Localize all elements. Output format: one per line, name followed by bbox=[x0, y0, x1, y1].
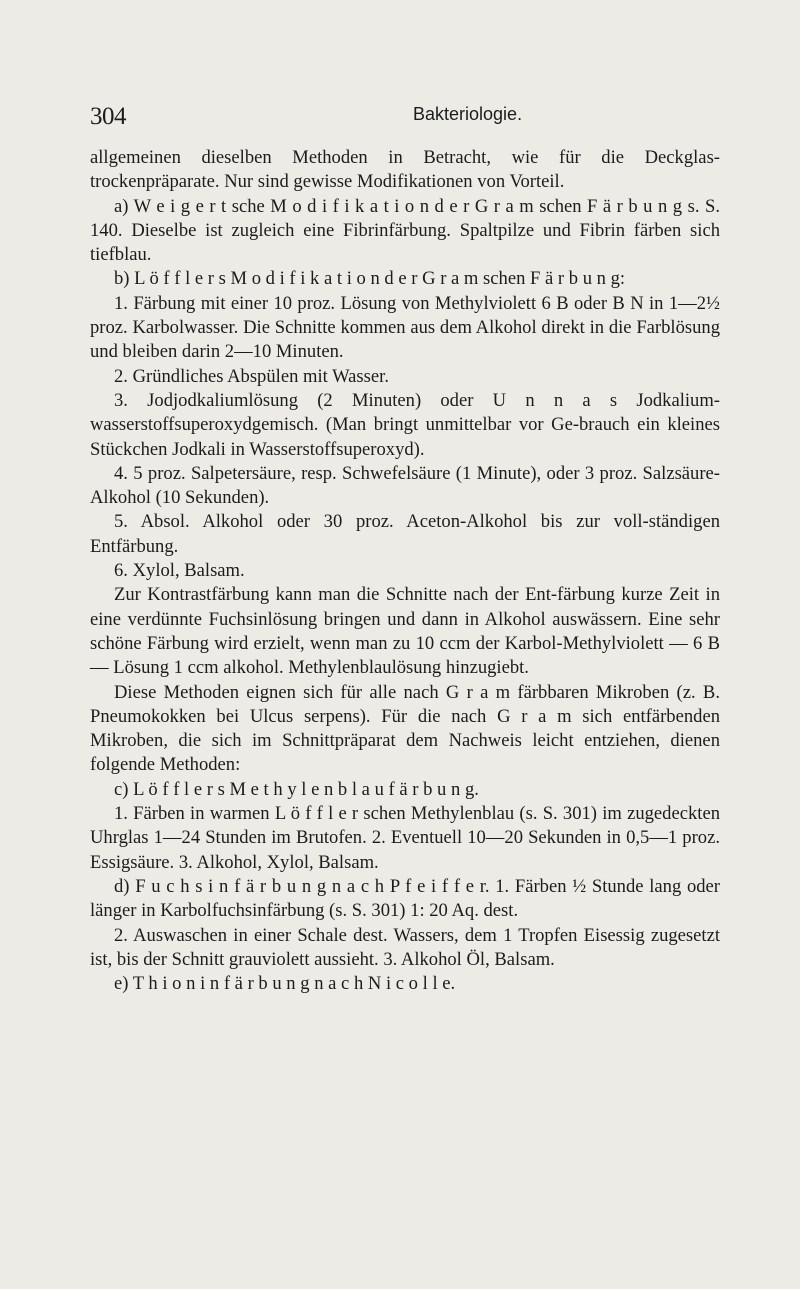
step-2: 2. Gründliches Abspülen mit Wasser. bbox=[114, 365, 389, 387]
body-text bbox=[90, 146, 720, 996]
page-header bbox=[90, 103, 710, 133]
paragraph-loeffler-gram: b) L ö f f l e r s M o d i f i k a t i o n d e r G r a m schen F ä r b u n g: bbox=[114, 268, 626, 290]
step-1: 1. Färbung mit einer 10 proz. Lösung von Methylviolett 6 B oder B N in 1—2½ proz. Karbolwasser. Die Schnitte kommen aus dem Alkohol direkt in die Farblösung und bleiben darin 2—10 Minuten. bbox=[90, 292, 720, 363]
step-5: 5. Absol. Alkohol oder 30 proz. Aceton-Alkohol bis zur voll-ständigen Entfärbung. bbox=[90, 511, 720, 557]
step-4: 4. 5 proz. Salpetersäure, resp. Schwefelsäure (1 Minute), oder 3 proz. Salzsäure-Alkohol (10 Sekunden). bbox=[90, 462, 720, 509]
heading-thionin: e) T h i o n i n f ä r b u n g n a c h N i c o l l e. bbox=[114, 973, 456, 995]
step-3: 3. Jodjodkaliumlösung (2 Minuten) oder U n n a s Jodkalium-wasserstoffsuperoxydgemisch. (Man bringt unmittelbar vor Ge-brauch ein kleines Stückchen Jodkali in Wasserstoffsuperoxyd). bbox=[90, 389, 720, 460]
heading-methylenblau: c) L ö f f l e r s M e t h y l e n b l a u f ä r b u n g. bbox=[114, 778, 479, 800]
paragraph-methods: Diese Methoden eignen sich für alle nach G r a m färbbaren Mikroben (z. B. Pneumokokken bei Ulcus serpens). Für die nach G r a m sich entfärbenden Mikroben, die sich im Schnittpräparat dem Nachweis leicht entziehen, dienen folgende Methoden: bbox=[90, 681, 720, 776]
paragraph-fuchsin-steps: 2. Auswaschen in einer Schale dest. Wassers, dem 1 Tropfen Eisessig zugesetzt ist, bis der Schnitt grauviolett aussieht. 3. Alkohol Öl, Balsam. bbox=[90, 924, 720, 970]
paragraph-methylenblau-steps: 1. Färben in warmen L ö f f l e r schen Methylenblau (s. S. 301) im zugedeckten Uhrglas 1—24 Stunden im Brutofen. 2. Eventuell 10—20 Sekunden in 0,5—1 proz. Essigsäure. 3. Alkohol, Xylol, Balsam. bbox=[90, 803, 720, 873]
page-number: 304 bbox=[90, 103, 126, 130]
paragraph-fuchsin: d) F u c h s i n f ä r b u n g n a c h P f e i f f e r. 1. Färben ½ Stunde lang oder länger in Karbolfuchsinfärbung (s. S. 301) 1: 20 Aq. dest. bbox=[90, 875, 720, 922]
paragraph: allgemeinen dieselben Methoden in Betracht, wie für die Deckglas-trockenpräparate. Nur sind gewisse Modifikationen von Vorteil. bbox=[90, 147, 720, 193]
step-6: 6. Xylol, Balsam. bbox=[114, 560, 245, 582]
paragraph-contrast: Zur Kontrastfärbung kann man die Schnitte nach der Ent-färbung kurze Zeit in eine verdünnte Fuchsinlösung bringen und dann in Alkohol auswässern. Eine sehr schöne Färbung wird erzielt, wenn man zu 10 ccm der Karbol-Methylviolett — 6 B — Lösung 1 ccm alkohol. Methylenblaulösung hinzugiebt. bbox=[90, 584, 720, 679]
running-title: Bakteriologie. bbox=[413, 104, 523, 124]
paragraph-weigert: a) W e i g e r t sche M o d i f i k a t i o n d e r G r a m schen F ä r b u n g s. S. 140. Dieselbe ist zugleich eine Fibrinfärbung. Spaltpilze und Fibrin färben sich tiefblau. bbox=[90, 195, 720, 266]
